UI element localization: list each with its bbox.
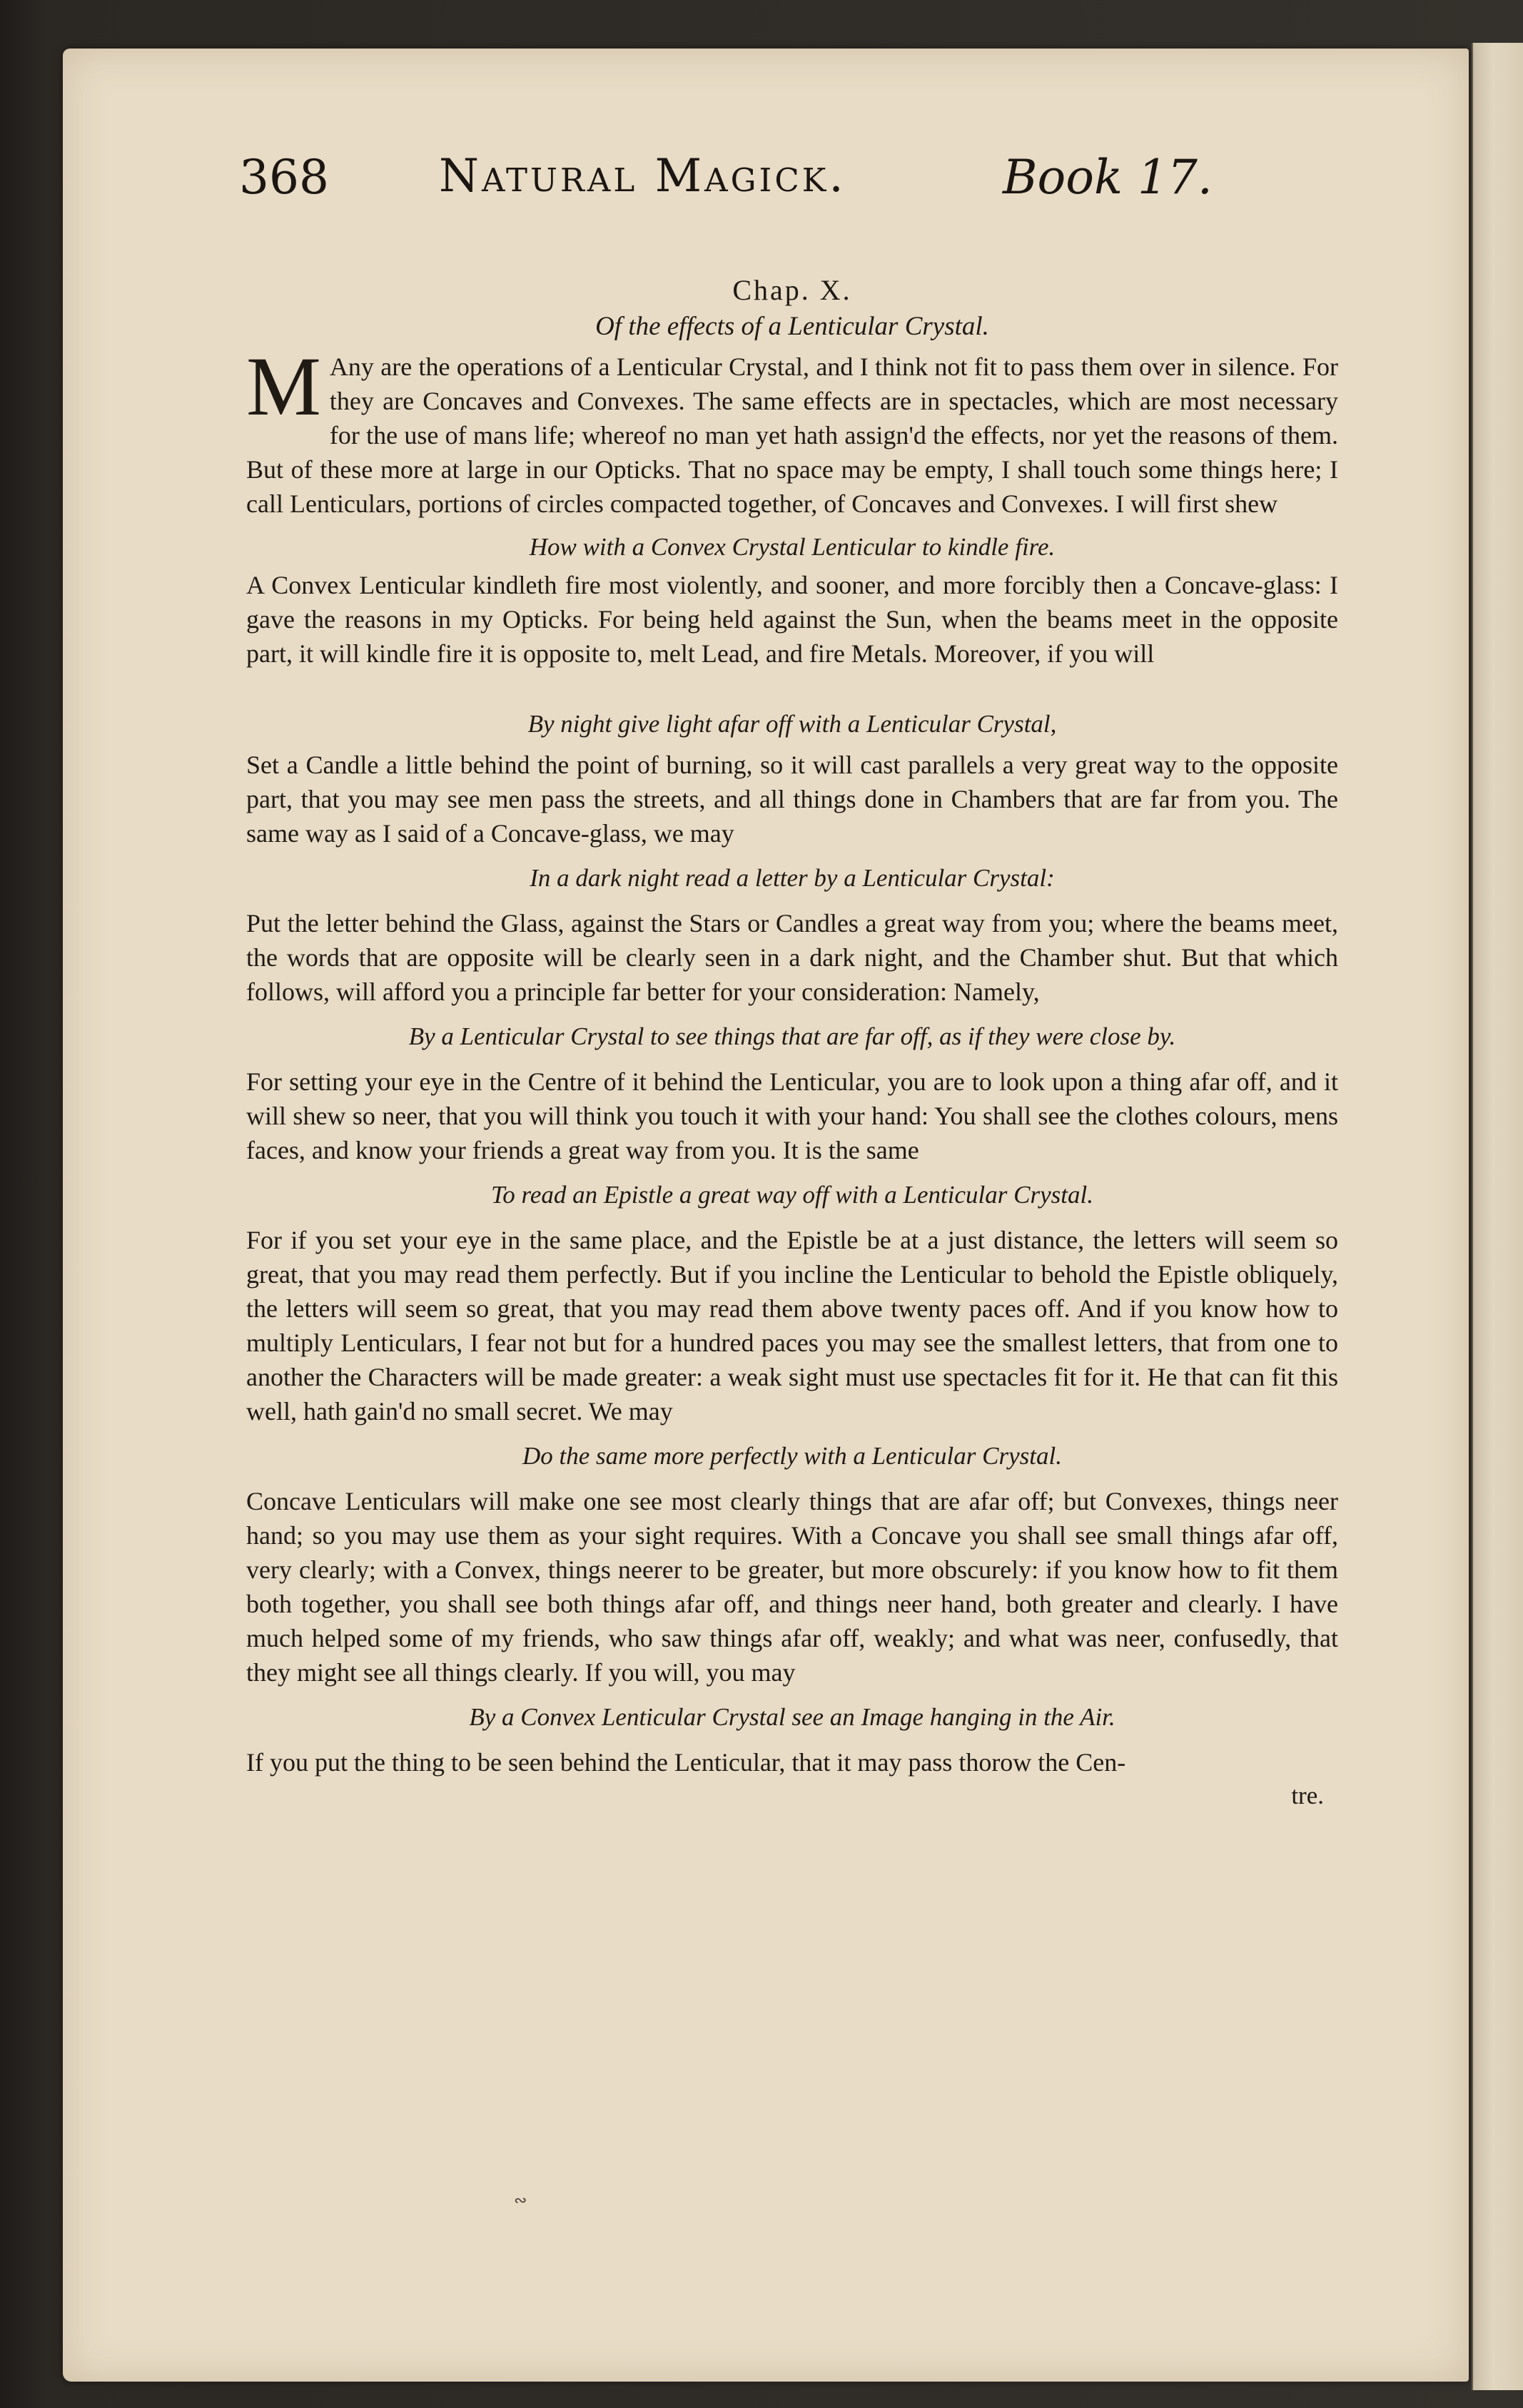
section-heading: By night give light afar off with a Lenticular Crystal, — [527, 710, 1057, 738]
drop-cap: M — [246, 340, 321, 433]
section-heading: By a Convex Lenticular Crystal see an Image hanging in the Air. — [469, 1703, 1115, 1731]
section-paragraph: For if you set your eye in the same place, and the Epistle be at a just distance, the letters will seem so great, that you may read them perfectly. But if you incline the Lenticular to behold the Epistle obliquely, the letters will seem so great, that you may read them above twenty paces off. And if you know how to multiply Lenticulars, I fear not but for a hundred paces you may see the smallest letters, that from one to another the Characters will be made greater: a weak sight must use spectacles fit for it. He that can fit this well, hath gain'd no small secret. We may — [246, 1226, 1338, 1426]
section-heading: How with a Convex Crystal Lenticular to kindle fire. — [529, 533, 1056, 561]
section-heading: To read an Epistle a great way off with a Lenticular Crystal. — [491, 1181, 1093, 1209]
section-paragraph: For setting your eye in the Centre of it behind the Lenticular, you are to look upon a thing afar off, and it will shew so neer, that you will think you touch it with your hand: You shall see the clothes colours, mens faces, and know your friends a great way from you. It is the same — [246, 1067, 1338, 1164]
intro-paragraph — [246, 340, 1338, 521]
facing-page-edge — [1472, 43, 1523, 2390]
section-paragraph: Concave Lenticulars will make one see most clearly things that are afar off; but Convexes, things neer hand; so you may use them as your sight requires. With a Concave you shall see small things afar off, very clearly; with a Convex, things neerer to be greater, but more obscurely: if you know how to fit them both together, you shall see both things afar off, and things neer hand, both greater and clearly. I have much helped some of my friends, who saw things afar off, weakly; and what was neer, confusedly, that they might see all things clearly. If you will, you may — [246, 1487, 1338, 1687]
section-heading: In a dark night read a letter by a Lenticular Crystal: — [530, 864, 1055, 892]
section-paragraph: Put the letter behind the Glass, against the Stars or Candles a great way from you; where the beams meet, the words that are opposite will be clearly seen in a dark night, and the Chamber shut. But that which follows, will afford you a principle far better for your consideration: Namely, — [246, 909, 1338, 1006]
chapter-title: Chap. X. — [732, 274, 852, 306]
chapter-subtitle: Of the effects of a Lenticular Crystal. — [595, 312, 989, 341]
section-heading: Do the same more perfectly with a Lenticular Crystal. — [522, 1442, 1062, 1470]
text-block — [246, 271, 1338, 1812]
page-number: 368 — [239, 150, 329, 205]
book-number: Book 17. — [1003, 150, 1213, 205]
running-head — [239, 150, 1245, 214]
section-paragraph: Set a Candle a little behind the point of burning, so it will cast parallels a very great way to the opposite part, that you may see men pass the streets, and all things done in Chambers that are far from you. The same way as I said of a Concave-glass, we may — [246, 751, 1338, 848]
section-paragraph: A Convex Lenticular kindleth fire most violently, and sooner, and more forcibly then a Concave-glass: I gave the reasons in my Opticks. For being held against the Sun, when the beams meet in the opposite part, it will kindle fire it is opposite to, melt Lead, and fire Metals. Moreover, if you will — [246, 571, 1338, 668]
catchword: tre. — [1291, 1782, 1324, 1809]
ink-blot — [514, 2192, 542, 2199]
intro-text: Any are the operations of a Lenticular Crystal, and I think not fit to pass them over in silence. For they are Concaves and Convexes. The same effects are in spectacles, which are most necessary for the use of mans life; whereof no man yet hath assign'd the effects, nor yet the reasons of them. But of these more at large in our Opticks. That no space may be empty, I shall touch some things here; I call Lenticulars, portions of circles compacted together, of Concaves and Convexes. I will first shew — [246, 352, 1338, 518]
section-paragraph: If you put the thing to be seen behind the Lenticular, that it may pass thorow the Cen- — [246, 1748, 1126, 1777]
section-heading: By a Lenticular Crystal to see things that are far off, as if they were close by. — [408, 1022, 1176, 1050]
book-title: Natural Magick. — [439, 150, 846, 203]
